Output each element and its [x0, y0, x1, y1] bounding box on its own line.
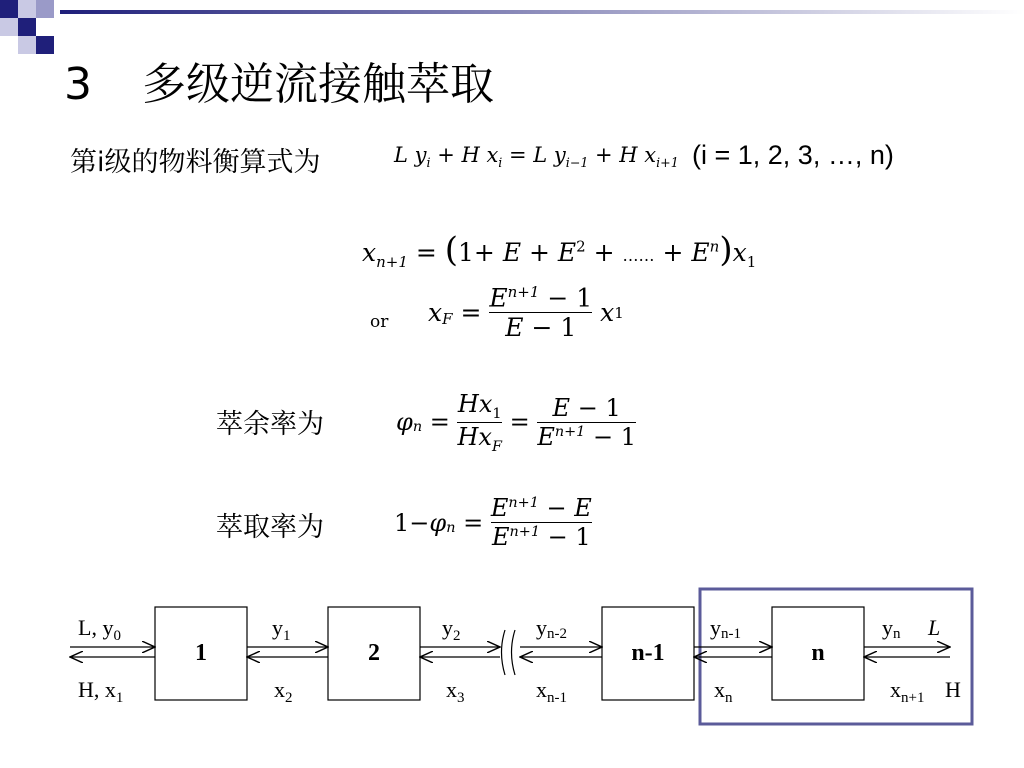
raffinate-equation: φ $_n$ = $\frac{Hx_1}{Hx_F}$ = $\frac{E - 1}{E^{n+1} - 1}$: [396, 390, 636, 455]
label-xn-1: $x_{n-1}$: [536, 677, 567, 706]
label-xn: $x_n$: [714, 677, 733, 706]
stage-box-n: [772, 607, 864, 700]
or-label: or: [370, 312, 389, 332]
decorative-header: [0, 0, 1024, 60]
label-xn+1: $x_{n+1}$: [890, 677, 925, 706]
label-y1: $y_1$: [272, 615, 291, 644]
stage-n-label: n: [811, 640, 825, 666]
balance-equation: L $y_i + H$ $x_i = L$ $y_{i-1} + H$ $x_{i+1}$: [394, 143, 679, 171]
stage-box-1: [155, 607, 247, 700]
title-number: 3: [64, 59, 92, 110]
raffinate-label: 萃余率为: [216, 409, 324, 440]
balance-label: 第i级的物料衡算式为: [70, 147, 321, 178]
extraction-label: 萃取率为: [216, 512, 324, 543]
label-yn: yn: [882, 615, 901, 642]
countercurrent-flow-diagram: [60, 585, 980, 730]
title-text: 多级逆流接触萃取: [142, 59, 494, 110]
sum-equation: $x_{n+1} = (1+ E + E^2$ + …… + $E^n)x_1$: [362, 230, 757, 271]
slide-title: [64, 55, 494, 115]
label-H-x1: H, $x_1$: [78, 677, 124, 706]
stage-n-1-label: n-1: [631, 640, 665, 666]
stage-1-label: 1: [195, 640, 207, 666]
label-L-y0: L, $y_0$: [78, 615, 121, 644]
label-yn-2: yn-2: [536, 615, 567, 642]
stage-box-n-1: [602, 607, 694, 700]
label-x3: $x_3$: [446, 677, 465, 706]
label-right-H: H: [945, 677, 961, 702]
label-x2: $x_2$: [274, 677, 293, 706]
label-yn-1: yn-1: [710, 615, 741, 642]
stage-2-label: 2: [368, 640, 380, 666]
stage-box-2: [328, 607, 420, 700]
label-right-L: L: [928, 615, 941, 640]
label-y2: $y_2$: [442, 615, 461, 644]
index-range: (i = 1, 2, 3, …, n): [692, 140, 894, 170]
extraction-equation: 1− φ $_n$ = $\frac{E^{n+1} - E}{E^{n+1} - 1}$: [394, 494, 592, 551]
xf-equation: x $_F$ = $\frac{E^{n+1} - 1}{E - 1}$ x 1: [428, 283, 624, 343]
